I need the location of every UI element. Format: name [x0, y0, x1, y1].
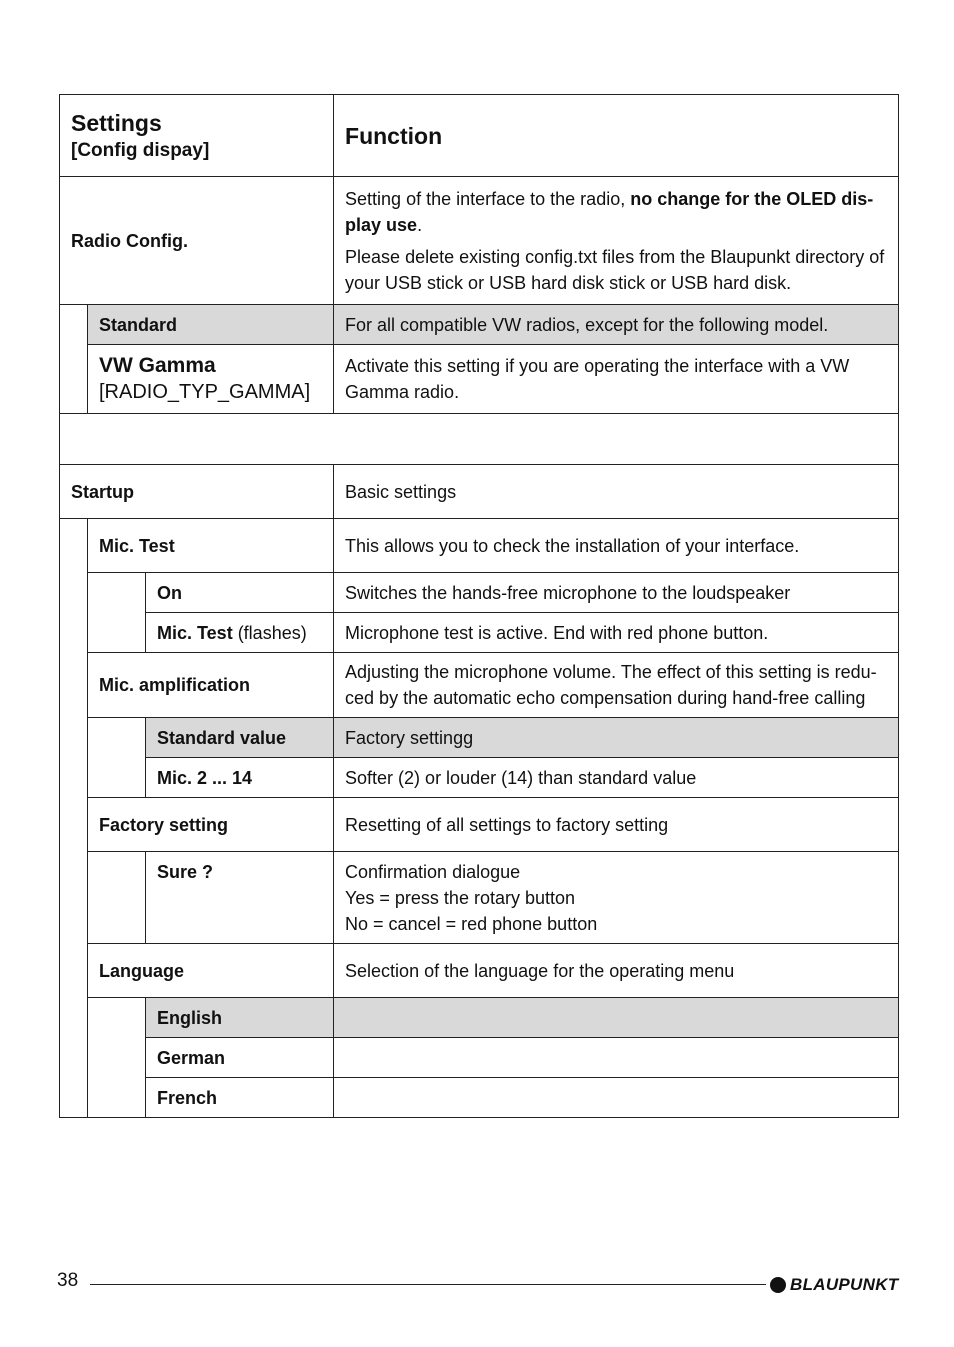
mic-test-on-label: On — [146, 573, 334, 613]
mic-test-flash-cell — [146, 613, 334, 653]
settings-header-subtitle: [Config dispay] — [71, 139, 210, 161]
indent-cell — [88, 718, 146, 798]
indent-cell — [88, 998, 146, 1118]
vw-gamma-function: Activate this setting if you are operating the interface with a VW Gamma radio. — [334, 345, 899, 414]
mic-amp-range-function: Softer (2) or louder (14) than standard value — [334, 758, 899, 798]
radio-config-row — [60, 177, 899, 305]
settings-table — [59, 94, 899, 1118]
language-english-label: English — [146, 998, 334, 1038]
factory-sure-line1: Confirmation dialogue — [345, 861, 521, 882]
factory-sure-function — [334, 852, 899, 944]
mic-amp-standard-row — [60, 718, 899, 758]
mic-test-flash-suffix: (flashes) — [232, 622, 307, 643]
vw-gamma-label: VW Gamma — [99, 354, 216, 377]
function-header-cell — [334, 95, 899, 177]
mic-amp-standard-label: Standard value — [146, 718, 334, 758]
mic-amp-standard-function: Factory settingg — [334, 718, 899, 758]
language-french-row — [60, 1078, 899, 1118]
mic-test-flash-row — [60, 613, 899, 653]
radio-config-desc-b: . — [417, 214, 423, 235]
header-row — [60, 95, 899, 177]
indent-cell — [60, 519, 88, 1118]
radio-config-desc — [345, 186, 887, 238]
mic-test-label: Mic. Test — [88, 519, 334, 573]
factory-sure-row — [60, 852, 899, 944]
language-french-function — [334, 1078, 899, 1118]
radio-config-label: Radio Config. — [60, 177, 334, 305]
mic-test-on-row — [60, 573, 899, 613]
language-german-row — [60, 1038, 899, 1078]
vw-gamma-cell — [88, 345, 334, 414]
factory-sure-line3: No = cancel = red phone button — [345, 913, 598, 934]
language-row — [60, 944, 899, 998]
mic-test-row — [60, 519, 899, 573]
vw-gamma-sub: [RADIO_TYP_GAMMA] — [99, 381, 311, 403]
logo-dot-icon — [770, 1277, 786, 1293]
mic-amp-range-label: Mic. 2 ... 14 — [146, 758, 334, 798]
settings-header-cell — [60, 95, 334, 177]
indent-cell — [60, 305, 88, 414]
startup-function: Basic settings — [334, 465, 899, 519]
factory-label: Factory setting — [88, 798, 334, 852]
mic-test-on-function: Switches the hands-free microphone to the loudspeaker — [334, 573, 899, 613]
radio-config-desc-bold: no change for the OLED dis-play use — [345, 188, 874, 235]
mic-amp-label: Mic. amplification — [88, 653, 334, 718]
function-header-title: Function — [345, 122, 443, 149]
vw-gamma-row — [60, 345, 899, 414]
language-german-function — [334, 1038, 899, 1078]
language-english-row — [60, 998, 899, 1038]
mic-test-flash-function: Microphone test is active. End with red phone button. — [334, 613, 899, 653]
factory-sure-line2: Yes = press the rotary button — [345, 887, 576, 908]
factory-sure-label: Sure ? — [146, 852, 334, 944]
language-german-label: German — [146, 1038, 334, 1078]
language-french-label: French — [146, 1078, 334, 1118]
factory-function: Resetting of all settings to factory setting — [334, 798, 899, 852]
brand-name: BLAUPUNKT — [790, 1275, 899, 1294]
startup-label: Startup — [60, 465, 334, 519]
mic-amp-row — [60, 653, 899, 718]
factory-row — [60, 798, 899, 852]
startup-row — [60, 465, 899, 519]
mic-amp-function: Adjusting the microphone volume. The effect of this setting is redu-ced by the automatic echo compensation during hand-free calling — [334, 653, 899, 718]
mic-test-function: This allows you to check the installation of your interface. — [334, 519, 899, 573]
language-function: Selection of the language for the operating menu — [334, 944, 899, 998]
standard-row — [60, 305, 899, 345]
indent-cell — [88, 573, 146, 653]
mic-test-flash-label: Mic. Test — [157, 622, 233, 643]
indent-cell — [88, 852, 146, 944]
radio-config-function — [334, 177, 899, 305]
language-english-function — [334, 998, 899, 1038]
settings-header-title: Settings — [71, 109, 162, 136]
spacer-cell — [60, 414, 899, 465]
page-number: 38 — [57, 1270, 79, 1291]
radio-config-desc-a: Setting of the interface to the radio, — [345, 188, 631, 209]
brand-logo — [770, 1274, 898, 1296]
mic-amp-range-row — [60, 758, 899, 798]
footer-rule — [90, 1284, 766, 1285]
standard-function: For all compatible VW radios, except for the following model. — [334, 305, 899, 345]
standard-label: Standard — [88, 305, 334, 345]
radio-config-desc2: Please delete existing config.txt files from the Blaupunkt directory of your USB stick or USB hard disk stick or USB hard disk. — [345, 246, 885, 293]
language-label: Language — [88, 944, 334, 998]
spacer-row — [60, 414, 899, 465]
